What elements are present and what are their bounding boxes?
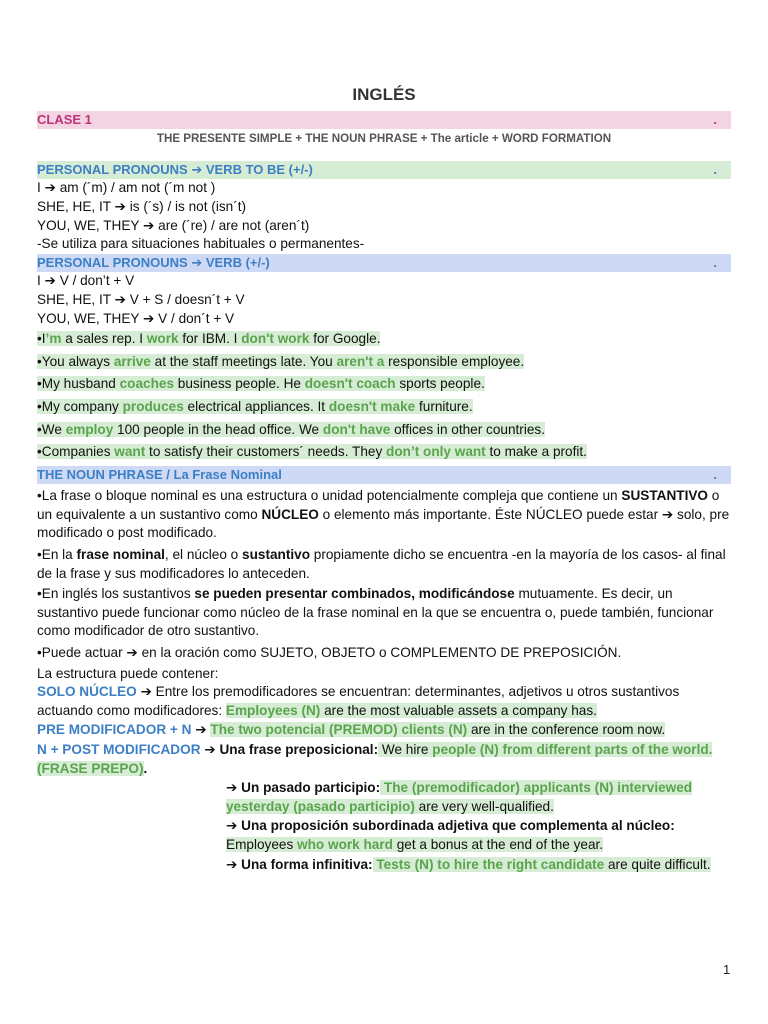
rule-line: YOU, WE, THEY ➔ V / don´t + V: [37, 310, 235, 326]
paragraph: •En la frase nominal, el núcleo o sustantivo propiamente dicho se encuentra -en la mayoría de los casos- al final de la frase y sus modificadores lo anteceden.: [37, 547, 726, 581]
subtitle: THE PRESENTE SIMPLE + THE NOUN PHRASE + The article + WORD FORMATION: [156, 132, 612, 146]
document-page: [37, 84, 731, 874]
rule-line: -Se utiliza para situaciones habituales o permanentes-: [37, 236, 365, 252]
rule-line: YOU, WE, THEY ➔ are (´re) / are not (aren´t): [37, 217, 310, 233]
structure-solo-nucleo: SOLO NÚCLEO ➔ Entre los premodificadores se encuentran: determinantes, adjetivos u otros sustantivos actuando como modificadores: Employees (N) are the most valuable assets a company has.: [37, 684, 680, 718]
example-sentence: •Companies want to satisfy their customers´ needs. They don’t only want to make a profit.: [37, 444, 587, 460]
structure-pre-modificador: PRE MODIFICADOR + N ➔ The two potencial (PREMOD) clients (N) are in the conference room now.: [37, 722, 666, 738]
paragraph: •Puede actuar ➔ en la oración como SUJETO, OBJETO o COMPLEMENTO DE PREPOSICIÓN.: [37, 645, 622, 661]
rule-line: I ➔ V / don’t + V: [37, 273, 135, 289]
rule-line: SHE, HE, IT ➔ V + S / doesn´t + V: [37, 291, 245, 307]
section-heading-verb: PERSONAL PRONOUNS ➔ VERB (+/-) .: [37, 254, 731, 273]
rule-line: SHE, HE, IT ➔ is (´s) / is not (isn´t): [37, 198, 247, 214]
clase-label: CLASE 1: [37, 111, 92, 127]
example-sentence: •My husband coaches business people. He doesn't coach sports people.: [37, 376, 485, 392]
structure-post-modificador: N + POST MODIFICADOR ➔ Una frase preposicional: We hire people (N) from different parts of the world. (FRASE PREPO).: [37, 742, 713, 776]
example-sentence: •My company produces electrical appliances. It doesn't make furniture.: [37, 398, 473, 414]
post-modificador-type: ➔ Una proposición subordinada adjetiva que complementa al núcleo: Employees who work hard get a bonus at the end of the year.: [226, 818, 675, 852]
paragraph: La estructura puede contener:: [37, 665, 219, 681]
example-sentence: •You always arrive at the staff meetings late. You aren't a responsible employee.: [37, 353, 525, 369]
clase-band: [37, 111, 731, 130]
page-title: INGLÉS: [352, 85, 416, 104]
post-modificador-type: ➔ Una forma infinitiva: Tests (N) to hire the right candidate are quite difficult.: [226, 856, 711, 872]
band-dot: .: [713, 111, 717, 127]
section-heading-noun-phrase: THE NOUN PHRASE / La Frase Nominal .: [37, 466, 731, 485]
example-sentence: •We employ 100 people in the head office. We don't have offices in other countries.: [37, 421, 545, 437]
paragraph: •En inglés los sustantivos se pueden presentar combinados, modificándose mutuamente. Es decir, un sustantivo puede funcionar como núcleo de la frase nominal en la que se encuentra o, puede también, funcionar como modificador de otro sustantivo.: [37, 586, 714, 639]
paragraph: •La frase o bloque nominal es una estructura o unidad potencialmente compleja que contiene un SUSTANTIVO o un equivalente a un sustantivo como NÚCLEO o elemento más importante. Éste NÚCLEO puede estar ➔ solo, pre modificado o post modificado.: [37, 488, 730, 541]
rule-line: I ➔ am (´m) / am not (´m not ): [37, 180, 216, 196]
section-heading-verb-to-be: PERSONAL PRONOUNS ➔ VERB TO BE (+/-) .: [37, 161, 731, 180]
post-modificador-type: ➔ Un pasado participio: The (premodificador) applicants (N) interviewed yesterday (pasado participio) are very well-qualified.: [226, 780, 693, 814]
page-number: 1: [723, 962, 731, 977]
example-sentence: •I’m a sales rep. I work for IBM. I don't work for Google.: [37, 331, 381, 347]
